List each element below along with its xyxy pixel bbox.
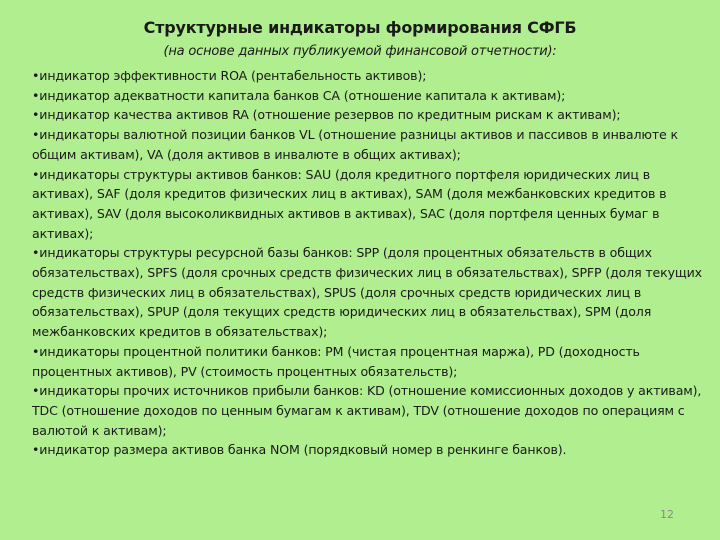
- bullet-text: индикатор адекватности капитала банков CA (отношение капитала к активам);: [39, 87, 566, 103]
- bullet-asset-structure: [32, 165, 704, 244]
- bullet-text: индикаторы структуры активов банков: SAU (доля кредитного портфеля юридических лиц в активах), SAF (доля кредитов физических лиц в активах), SAM (доля межбанковских кредитов в активах), SAV (доля высоколиквидных активов в активах), SAC (доля портфеля ценных бумаг в активах);: [32, 166, 667, 241]
- bullet-text: индикатор качества активов RA (отношение резервов по кредитным рискам к активам);: [39, 107, 621, 123]
- page-number: 12: [660, 508, 674, 521]
- bullet-text: индикатор размера активов банка NOM (порядковый номер в ренкинге банков).: [39, 442, 567, 458]
- bullet-resource-structure: [32, 243, 704, 342]
- bullet-currency-position: [32, 125, 704, 164]
- bullet-roa: [32, 66, 704, 86]
- bullet-ca: [32, 86, 704, 106]
- bullet-text: индикаторы процентной политики банков: PM (чистая процентная маржа), PD (доходность процентных активов), PV (стоимость процентных обязательств);: [32, 343, 640, 379]
- slide-title: Структурные индикаторы формирования СФГБ: [143, 18, 577, 37]
- bullet-ra: [32, 105, 704, 125]
- indicator-list: [32, 66, 704, 460]
- bullet-text: индикаторы прочих источников прибыли банков: KD (отношение комиссионных доходов у активам), TDC (отношение доходов по ценным бумагам к активам), TDV (отношение доходов по операциям с валютой к активам);: [32, 383, 702, 438]
- bullet-text: индикатор эффективности ROA (рентабельность активов);: [39, 68, 427, 83]
- bullet-text: индикаторы структуры ресурсной базы банков: SPP (доля процентных обязательств в общих обязательствах), SPFS (доля срочных средств физических лиц в обязательствах), SPFP (доля текущих средств физических лиц в обязательствах), SPUS (доля срочных средств юридических лиц в обязательствах), SPUP (доля текущих средств юридических лиц в обязательствах), SPM (доля межбанковских кредитов в обязательствах);: [32, 245, 702, 340]
- slide-subtitle: (на основе данных публикуемой финансовой отчетности):: [163, 44, 557, 59]
- bullet-text: индикаторы валютной позиции банков VL (отношение разницы активов и пассивов в инвалюте к общим активам), VA (доля активов в инвалюте в общих активах);: [32, 127, 678, 162]
- bullet-asset-size: [32, 440, 704, 460]
- bullet-interest-policy: [32, 342, 704, 381]
- bullet-other-income: [32, 381, 704, 440]
